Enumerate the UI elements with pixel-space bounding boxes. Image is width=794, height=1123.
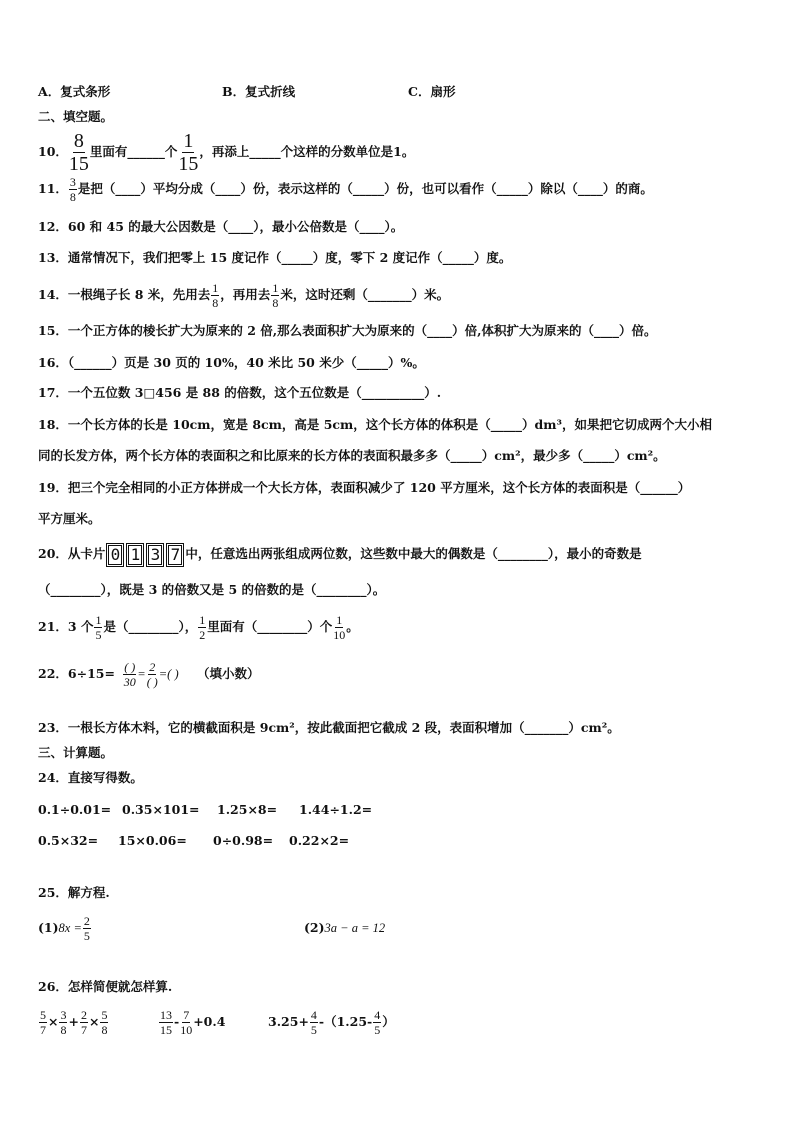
q24-item: 0.22×2= <box>289 833 350 848</box>
question-20-line-2: （________），既是 3 的倍数又是 5 的倍数的是（________）。 <box>38 582 386 597</box>
question-15: 15．一个正方体的棱长扩大为原来的 2 倍,那么表面积扩大为原来的（____）倍,体积扩大为原来的（____）倍。 <box>38 323 657 338</box>
question-14: 14．一根绳子长 8 米，先用去 $\frac{1}{8}$ ，再用去 $\frac{1}{8}$ 米，这时还剩（_______）米。 <box>38 281 450 310</box>
question-12: 12．60 和 45 的最大公因数是（____），最小公倍数是（____）。 <box>38 219 404 234</box>
question-16: 16．（______）页是 30 页的 10%，40 米比 50 米少（_____）%。 <box>38 355 425 370</box>
option-b: B．复式折线 <box>222 84 296 99</box>
expression-3: 3.25+ $\frac{4}{5}$ -（1.25- $\frac{4}{5}$ ） <box>268 1008 395 1037</box>
section-2-heading: 二、填空题。 <box>38 109 114 124</box>
card-0: 0 <box>108 545 122 565</box>
question-26-title: 26．怎样简便就怎样算. <box>38 979 173 994</box>
question-17: 17．一个五位数 3□456 是 88 的倍数，这个五位数是（__________）. <box>38 385 442 400</box>
card-1: 1 <box>128 545 142 565</box>
question-19-line-2: 平方厘米。 <box>38 511 101 526</box>
question-18-line-1: 18．一个长方体的长是 10cm，宽是 8cm，高是 5cm，这个长方体的体积是（_____）dm³，如果把它切成两个大小相 <box>38 417 712 432</box>
question-23: 23．一根长方体木料，它的横截面积是 9cm²，按此截面把它截成 2 段，表面积增加（_______）cm²。 <box>38 720 620 735</box>
equation-2: (2)3a − a = 12 <box>304 920 386 935</box>
question-13: 13．通常情况下，我们把零上 15 度记作（_____）度，零下 2 度记作（_____）度。 <box>38 250 512 265</box>
question-11: 11． $\frac{3}{8}$ 是把（____）平均分成（____）份，表示这样的（_____）份，也可以看作（_____）除以（____）的商。 <box>38 175 653 204</box>
card-7: 7 <box>168 545 182 565</box>
expression-2: $\frac{13}{15}$ - $\frac{7}{10}$ +0.4 <box>160 1008 226 1037</box>
option-c: C．扇形 <box>408 84 456 99</box>
option-a: A．复式条形 <box>38 84 111 99</box>
q24-item: 1.44÷1.2= <box>299 802 373 817</box>
question-21: 21．3 个 $\frac{1}{5}$ 是（________）， $\frac{1}{2}$ 里面有（________）个 $\frac{1}{10}$ 。 <box>38 613 359 642</box>
q24-item: 0.1÷0.01= <box>38 802 112 817</box>
section-3-heading: 三、计算题。 <box>38 745 114 760</box>
question-22: 22．6÷15= ( ) 30 = 2 ( ) =( ) （填小数） <box>38 660 260 689</box>
q24-item: 0÷0.98= <box>213 833 274 848</box>
equation-1: (1)8x = $\frac{2}{5}$ <box>38 914 90 943</box>
q24-item: 1.25×8= <box>217 802 278 817</box>
question-20-line-1: 20．从卡片 0 1 3 7 中，任意选出两张组成两位数，这些数中最大的偶数是（________），最小的奇数是 <box>38 544 642 564</box>
q24-item: 0.5×32= <box>38 833 99 848</box>
card-3: 3 <box>148 545 162 565</box>
expression-1: $\frac{5}{7}$ × $\frac{3}{8}$ + $\frac{2}{7}$ × $\frac{5}{8}$ <box>40 1008 108 1037</box>
q24-item: 0.35×101= <box>122 802 200 817</box>
question-18-line-2: 同的长发方体，两个长方体的表面积之和比原来的长方体的表面积最多多（_____）cm²，最少多（_____）cm²。 <box>38 448 666 463</box>
q24-item: 15×0.06= <box>118 833 187 848</box>
question-10: 10． $\frac{8}{15}$ 里面有______个 $\frac{1}{15}$ ，再添上_____个这样的分数单位是1。 <box>38 130 415 175</box>
question-19-line-1: 19．把三个完全相同的小正方体拼成一个大长方体，表面积减少了 120 平方厘米，这个长方体的表面积是（______） <box>38 480 691 495</box>
question-25-title: 25．解方程. <box>38 885 110 900</box>
question-24-title: 24．直接写得数。 <box>38 770 143 785</box>
